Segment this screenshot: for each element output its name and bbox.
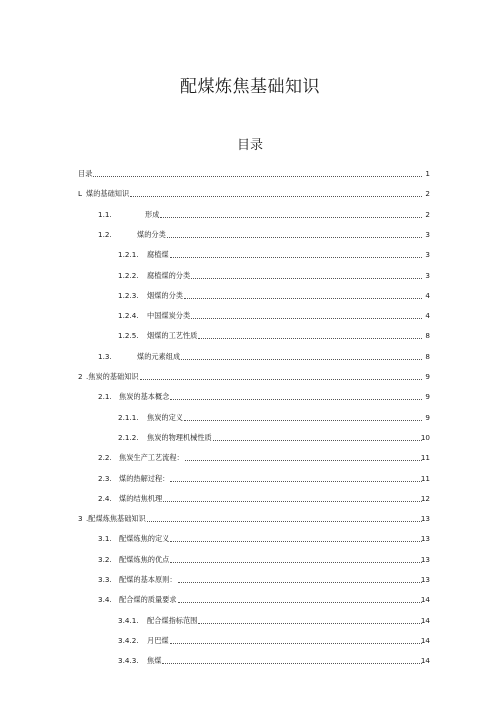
toc-entry-number: L xyxy=(78,189,83,199)
toc-entry-title: 煤的元素组成 xyxy=(137,351,181,361)
toc-leader-dots xyxy=(170,643,422,644)
toc-entry-page: 3 xyxy=(425,270,430,280)
toc-entry-page: 1 xyxy=(425,169,430,178)
toc-entry-page: 9 xyxy=(425,392,430,402)
table-of-contents xyxy=(0,167,500,687)
toc-entry-page: 13 xyxy=(420,575,430,584)
toc-entry-title: 中国煤炭分类 xyxy=(147,311,191,321)
toc-entry-number: 1.2.1. xyxy=(118,250,139,260)
toc-entry-page: 4 xyxy=(425,311,430,321)
toc-entry-title: 焦煤 xyxy=(147,656,162,666)
toc-entry-title: 目录 xyxy=(78,169,93,178)
toc-entry[interactable] xyxy=(0,411,500,425)
toc-entry-page: 8 xyxy=(425,351,430,361)
toc-entry[interactable] xyxy=(0,329,500,343)
toc-entry[interactable] xyxy=(0,309,500,323)
toc-entry-page: 2 xyxy=(425,189,430,199)
toc-leader-dots xyxy=(198,623,422,624)
toc-leader-dots xyxy=(162,663,422,664)
toc-entry-title: 配合煤的质量要求 xyxy=(119,595,177,605)
toc-entry-title: 烟煤的分类 xyxy=(147,290,183,300)
toc-entry[interactable] xyxy=(0,269,500,283)
toc-entry-number: 1.1. xyxy=(98,209,112,219)
toc-leader-dots xyxy=(140,379,422,380)
toc-entry-number: 1.2.3. xyxy=(118,290,139,300)
toc-entry-number: 2 xyxy=(78,372,83,381)
toc-leader-dots xyxy=(147,521,422,522)
toc-entry-page: 13 xyxy=(420,554,430,564)
toc-entry-title: 配合煤指标范围 xyxy=(147,615,198,625)
toc-leader-dots xyxy=(170,399,422,400)
toc-entry-title: 焦炭的定义 xyxy=(147,412,183,422)
toc-entry-page: 13 xyxy=(420,534,430,544)
toc-entry[interactable] xyxy=(0,532,500,546)
toc-leader-dots xyxy=(191,278,422,279)
toc-entry-number: 3.2. xyxy=(98,554,112,564)
toc-entry-title: 腐植煤的分类 xyxy=(147,270,191,280)
toc-entry-number: 3 xyxy=(78,514,83,524)
toc-entry-number: 2.2. xyxy=(98,453,112,463)
toc-leader-dots xyxy=(191,318,422,319)
toc-entry-page: 14 xyxy=(420,635,430,645)
toc-entry-number: 1.2. xyxy=(98,229,112,239)
toc-entry-title: 煤的结焦机理 xyxy=(119,493,163,503)
toc-entry-page: 11 xyxy=(420,473,430,483)
toc-entry-title: 配煤炼焦的定义 xyxy=(119,534,170,544)
toc-leader-dots xyxy=(185,460,422,461)
toc-entry-page: 9 xyxy=(425,412,430,422)
toc-entry-page: 8 xyxy=(425,331,430,341)
toc-leader-dots xyxy=(93,176,422,177)
toc-entry-number: 2.3. xyxy=(98,473,112,483)
toc-entry-number: 3.4. xyxy=(98,595,112,605)
toc-entry-number: 3.4.1. xyxy=(118,615,139,625)
toc-entry[interactable] xyxy=(0,593,500,607)
toc-entry[interactable] xyxy=(0,370,500,384)
toc-entry[interactable] xyxy=(0,167,500,181)
toc-entry[interactable] xyxy=(0,350,500,364)
toc-leader-dots xyxy=(184,420,422,421)
document-title: 配煤炼焦基础知识 xyxy=(180,77,320,97)
toc-entry-page: 9 xyxy=(425,372,430,381)
toc-entry[interactable] xyxy=(0,472,500,486)
toc-entry-title: 腐植煤 xyxy=(147,250,169,260)
toc-leader-dots xyxy=(160,217,422,218)
toc-entry-page: 13 xyxy=(420,514,430,524)
toc-entry-page: 12 xyxy=(420,493,430,503)
toc-leader-dots xyxy=(198,338,422,339)
toc-leader-dots xyxy=(170,257,422,258)
toc-entry[interactable] xyxy=(0,553,500,567)
toc-entry-page: 2 xyxy=(425,209,430,219)
toc-leader-dots xyxy=(163,501,422,502)
toc-entry-number: 2.4. xyxy=(98,493,112,503)
toc-leader-dots xyxy=(167,237,422,238)
toc-entry-number: 2.1. xyxy=(98,392,112,402)
toc-entry-number: 2.1.1. xyxy=(118,412,139,422)
toc-entry-title: .配煤炼焦基础知识 xyxy=(86,514,146,524)
toc-entry-number: 1.2.2. xyxy=(118,270,139,280)
toc-entry[interactable] xyxy=(0,248,500,262)
toc-entry-page: 11 xyxy=(420,453,430,463)
toc-entry[interactable] xyxy=(0,614,500,628)
toc-leader-dots xyxy=(184,298,422,299)
toc-entry-title: .焦炭的基础知识 xyxy=(86,372,139,381)
toc-entry-title: 焦炭的基本概念 xyxy=(119,392,170,402)
toc-entry-number: 3.3. xyxy=(98,575,112,584)
toc-entry-title: 配煤的基本原则： xyxy=(119,575,177,584)
toc-entry[interactable] xyxy=(0,634,500,648)
toc-entry-number: 3.1. xyxy=(98,534,112,544)
toc-entry-page: 14 xyxy=(420,615,430,625)
toc-entry-title: 焦炭生产工艺流程： xyxy=(119,453,184,463)
toc-entry-title: 煤的分类 xyxy=(137,229,166,239)
toc-entry-title: 煤的热解过程： xyxy=(119,473,170,483)
toc-entry[interactable] xyxy=(0,228,500,242)
toc-entry-number: 1.2.4. xyxy=(118,311,139,321)
toc-entry[interactable] xyxy=(0,390,500,404)
toc-entry-title: 烟煤的工艺性质 xyxy=(147,331,198,341)
toc-entry-number: 1.2.5. xyxy=(118,331,139,341)
toc-entry-title: 形成 xyxy=(145,209,160,219)
toc-entry[interactable] xyxy=(0,451,500,465)
toc-entry[interactable] xyxy=(0,431,500,445)
toc-entry-title: 煤的基础知识 xyxy=(86,189,130,199)
toc-entry-page: 14 xyxy=(420,595,430,605)
toc-entry[interactable] xyxy=(0,512,500,526)
toc-leader-dots xyxy=(178,602,422,603)
toc-entry[interactable] xyxy=(0,187,500,201)
toc-entry[interactable] xyxy=(0,654,500,668)
toc-entry[interactable] xyxy=(0,492,500,506)
toc-entry-number: 2.1.2. xyxy=(118,432,139,442)
toc-entry[interactable] xyxy=(0,289,500,303)
toc-leader-dots xyxy=(170,481,422,482)
toc-leader-dots xyxy=(170,541,422,542)
toc-leader-dots xyxy=(181,359,422,360)
toc-entry-page: 4 xyxy=(425,290,430,300)
toc-leader-dots xyxy=(178,582,422,583)
toc-heading: 目录 xyxy=(236,138,263,153)
toc-entry-title: 配煤炼焦的优点 xyxy=(119,554,170,564)
toc-entry-number: 1.3. xyxy=(98,351,112,361)
toc-leader-dots xyxy=(130,196,422,197)
toc-entry-page: 3 xyxy=(425,250,430,260)
toc-leader-dots xyxy=(213,440,422,441)
toc-entry-page: 10 xyxy=(420,432,430,442)
toc-entry-number: 3.4.2. xyxy=(118,635,139,645)
toc-entry[interactable] xyxy=(0,208,500,222)
toc-entry[interactable] xyxy=(0,573,500,587)
toc-entry-page: 14 xyxy=(420,656,430,666)
toc-entry-title: 月巴煤 xyxy=(147,635,169,645)
toc-entry-page: 3 xyxy=(425,229,430,239)
toc-leader-dots xyxy=(170,562,422,563)
toc-entry-title: 焦炭的物理机械性质 xyxy=(147,432,212,442)
toc-entry-number: 3.4.3. xyxy=(118,656,139,666)
